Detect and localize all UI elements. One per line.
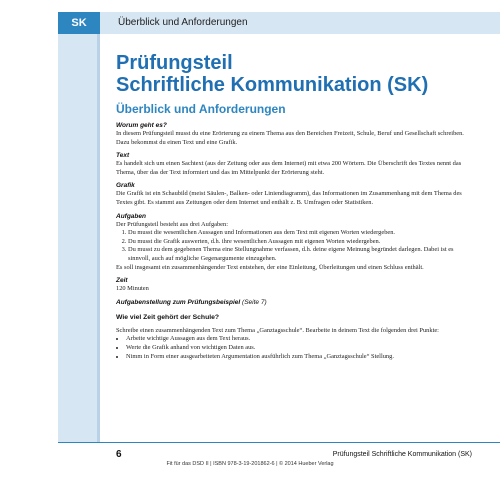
page-number: 6 [116, 449, 122, 460]
aufgaben-intro: Der Prüfungsteil besteht aus drei Aufgaben: [116, 220, 228, 228]
page-title [116, 52, 476, 96]
section-text-text: Es handelt sich um einen Sachtext (aus der Zeitung oder aus dem Internet) mit etwa 200 Wörtern. Die Überschrift des Textes nennt das Thema, über das der Text informiert und das im Mittelpunkt der Erörterung steht. [116, 160, 462, 176]
list-item: • Nimm in Form einer ausgearbeiteten Argumentation ausführlich zum Thema „Ganztagsschule“ Stellung. [126, 353, 476, 362]
task-intro: Schreibe einen zusammenhängenden Text zum Thema „Ganztagsschule“. Bearbeite in deinem Text die folgenden drei Punkte: [116, 326, 439, 334]
section-text-worum: In diesem Prüfungsteil musst du eine Erörterung zu einem Thema aus den Bereichen Freizeit, Schule, Beruf und Gesellschaft schreiben. Dazu bekommst du einen Text und eine Grafik. [116, 130, 464, 146]
section-heading-grafik: Grafik [116, 182, 135, 190]
imprint-line: Fit für das DSD II | ISBN 978-3-19-201862-6 | © 2014 Hueber Verlag [166, 461, 334, 467]
beispiel-heading-text: Aufgabenstellung zum Prüfungsbeispiel [116, 298, 241, 306]
section-heading-worum: Worum geht es? [116, 122, 167, 129]
section-heading-aufgaben: Aufgaben [116, 212, 146, 220]
task-question: Wie viel Zeit gehört der Schule? [116, 313, 220, 321]
header-title: Überblick und Anforderungen [118, 17, 248, 28]
section-heading-zeit: Zeit [116, 277, 128, 285]
beispiel-page-ref: (Seite 7) [240, 298, 267, 306]
list-item: • Arbeite wichtige Aussagen aus dem Text heraus. [126, 335, 476, 344]
page-content [116, 52, 476, 361]
aufgaben-outro: Es soll insgesamt ein zusammenhängender Text entstehen, der eine Einleitung, Überleitungen und einen Schluss enthält. [116, 263, 424, 271]
footer-divider [58, 442, 500, 443]
page-title-line-2: Schriftliche Kommunikation (SK) [116, 74, 429, 96]
list-item: • Werte die Grafik anhand von wichtigen Daten aus. [126, 344, 476, 353]
side-strip [58, 34, 100, 442]
list-item: 2. Du musst die Grafik auswerten, d.h. ihre wesentlichen Aussagen mit eigenen Worten wiedergeben. [128, 238, 476, 247]
side-strip-edge [97, 34, 100, 442]
section-tab-badge: SK [58, 12, 100, 34]
page-title-line-1: Prüfungsteil [116, 52, 233, 74]
section-heading-text: Text [116, 152, 130, 160]
footer-title: Prüfungsteil Schriftliche Kommunikation (SK) [332, 451, 472, 458]
section-text-zeit: 120 Minuten [116, 285, 149, 293]
task-bullet-list [116, 335, 476, 361]
page-subtitle: Überblick und Anforderungen [116, 102, 286, 116]
list-item: 3. Du musst zu dem gegebenen Thema eine Stellungnahme verfassen, d.h. deine eigene Meinung begründet darlegen. Dabei ist es sinnvoll, auch auf mögliche Gegenargumente einzugehen. [128, 246, 476, 263]
list-item: 1. Du musst die wesentlichen Aussagen und Informationen aus dem Text mit eigenen Worten wiedergeben. [128, 229, 476, 238]
section-text-grafik: Die Grafik ist ein Schaubild (meist Säulen-, Balken- oder Liniendiagramm), das Informationen im Zusammenhang mit dem Thema des Textes gibt. Es stammt aus Zeitungen oder dem Internet und enthält z. B. Umfragen oder Statistiken. [116, 190, 462, 206]
section-heading-beispiel [116, 299, 476, 306]
aufgaben-list [116, 229, 476, 263]
